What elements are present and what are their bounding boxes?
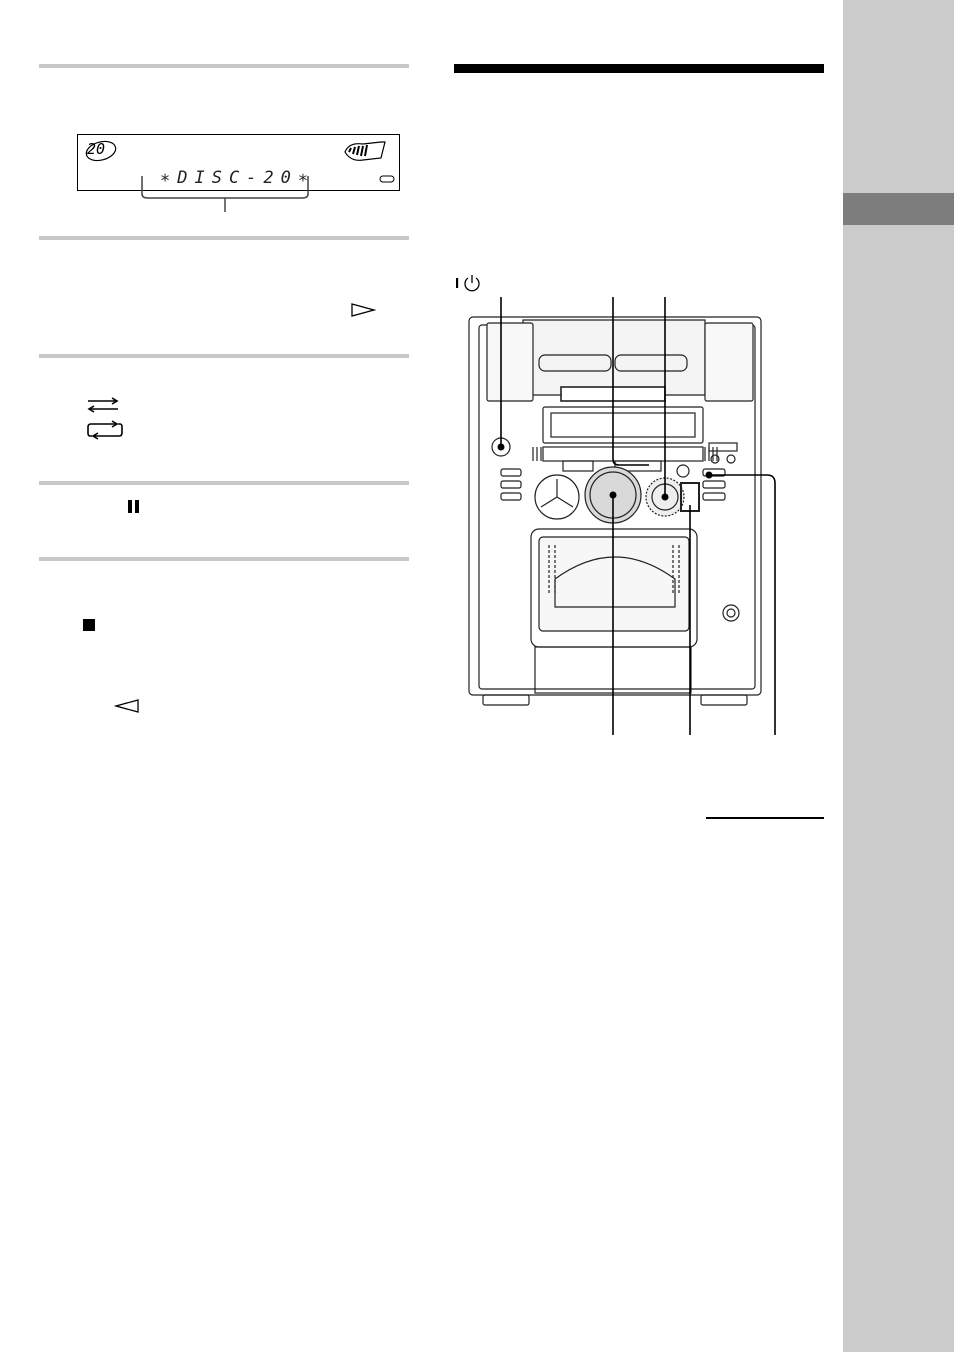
repeat-small-icon — [379, 171, 395, 189]
section-heading-bar — [454, 64, 824, 73]
play-triangle-icon — [350, 302, 376, 323]
section-tab — [843, 193, 954, 225]
repeat-icon — [86, 420, 124, 445]
continued-rule — [706, 817, 824, 819]
stereo-unit-illustration — [465, 295, 785, 740]
display-callout-bracket — [140, 176, 310, 217]
step-rule-1 — [39, 64, 409, 68]
step-rule-4 — [39, 481, 409, 485]
power-icon — [463, 274, 481, 297]
power-label: I — [455, 275, 460, 292]
step-rule-3 — [39, 354, 409, 358]
reverse-triangle-icon — [114, 698, 140, 719]
display-message: ∗DISC-20∗ — [160, 168, 316, 188]
step-rule-5 — [39, 557, 409, 561]
disc-indicator-number: 20 — [87, 140, 106, 158]
step-rule-2 — [39, 236, 409, 240]
tape-icon — [341, 140, 391, 173]
disc-indicator — [84, 139, 118, 168]
stop-square-icon — [82, 618, 96, 637]
pause-icon — [127, 500, 143, 519]
shuffle-arrows-icon — [86, 396, 120, 419]
